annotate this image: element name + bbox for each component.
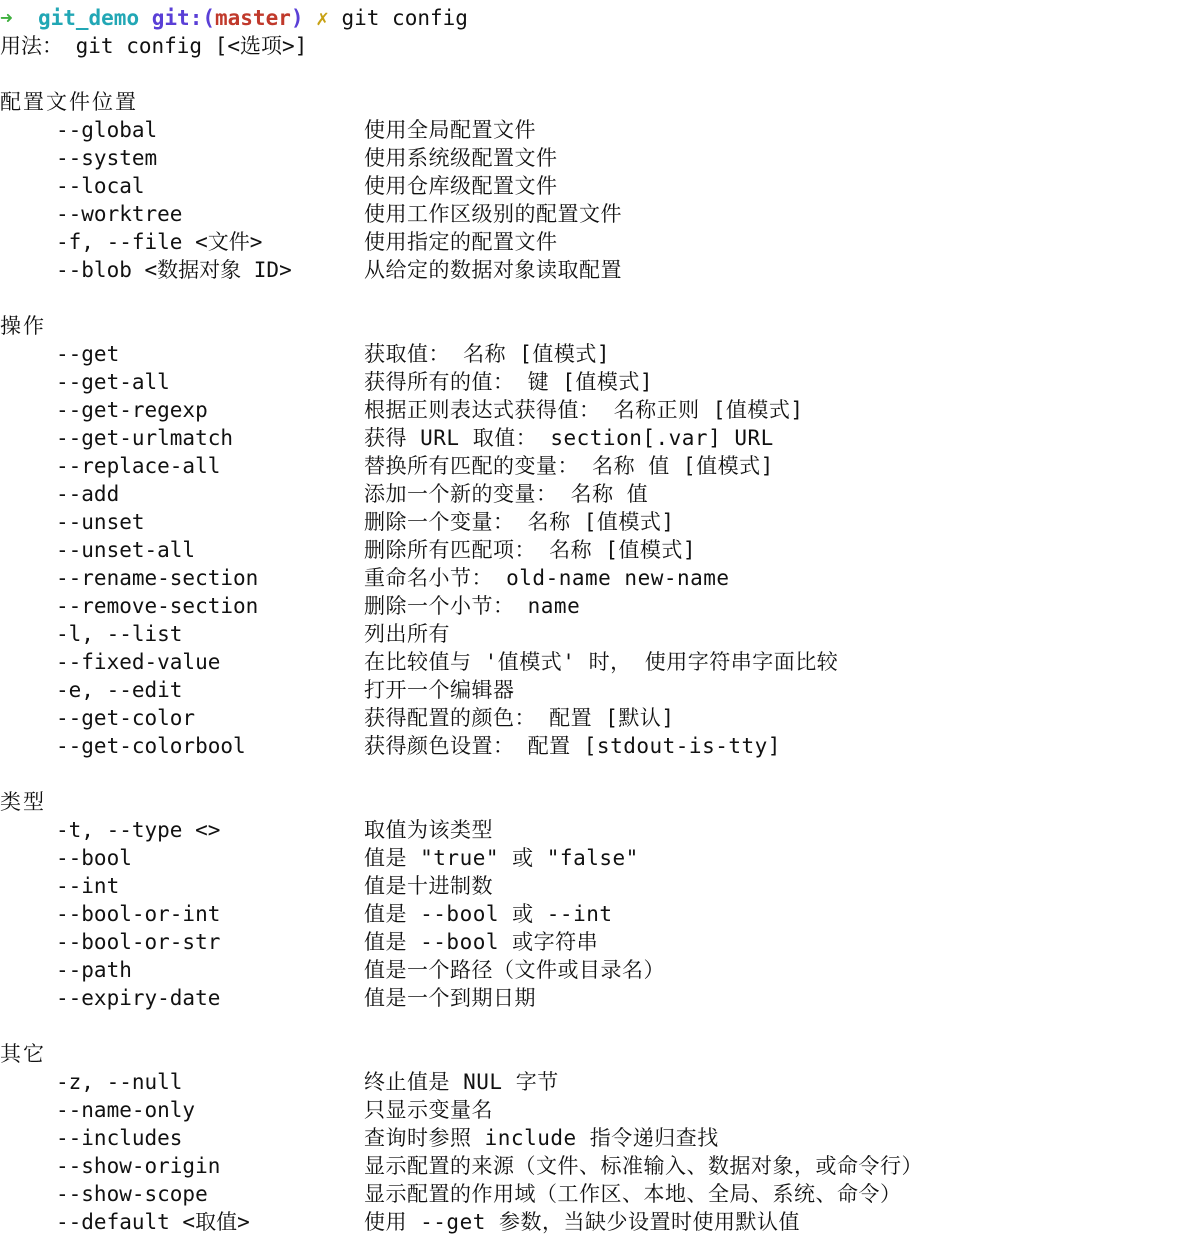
option-description: 在比较值与 '值模式' 时， 使用字符串字面比较 bbox=[364, 650, 839, 674]
blank-line bbox=[0, 760, 1198, 788]
option-description: 重命名小节： old-name new-name bbox=[364, 566, 730, 590]
blank-line bbox=[0, 1012, 1198, 1040]
option-row bbox=[0, 480, 1198, 508]
section-heading: 类型 bbox=[0, 790, 46, 814]
option-flag: --unset bbox=[56, 510, 145, 534]
blank-line bbox=[0, 284, 1198, 312]
option-flag: --get-regexp bbox=[56, 398, 208, 422]
prompt-git-label: git: bbox=[151, 6, 203, 30]
option-row bbox=[0, 424, 1198, 452]
option-flag: --add bbox=[56, 482, 120, 506]
option-row bbox=[0, 368, 1198, 396]
option-row bbox=[0, 1124, 1198, 1152]
prompt-branch-close: ) bbox=[290, 6, 304, 30]
option-row bbox=[0, 340, 1198, 368]
option-description: 值是 "true" 或 "false" bbox=[364, 846, 639, 870]
option-flag: --replace-all bbox=[56, 454, 221, 478]
option-description: 添加一个新的变量： 名称 值 bbox=[364, 482, 649, 506]
prompt-line bbox=[0, 4, 1198, 32]
prompt-command: git config bbox=[341, 6, 468, 30]
option-description: 从给定的数据对象读取配置 bbox=[364, 258, 622, 282]
option-row bbox=[0, 1068, 1198, 1096]
option-description: 终止值是 NUL 字节 bbox=[364, 1070, 559, 1094]
option-flag: --rename-section bbox=[56, 566, 259, 590]
option-description: 使用指定的配置文件 bbox=[364, 230, 558, 254]
prompt-branch: master bbox=[215, 6, 291, 30]
option-description: 查询时参照 include 指令递归查找 bbox=[364, 1126, 719, 1150]
option-row bbox=[0, 984, 1198, 1012]
option-flag: --get-all bbox=[56, 370, 170, 394]
option-row bbox=[0, 900, 1198, 928]
option-row bbox=[0, 648, 1198, 676]
prompt-directory: git_demo bbox=[37, 6, 140, 30]
section-heading: 配置文件位置 bbox=[0, 90, 138, 114]
help-sections bbox=[0, 88, 1198, 1236]
option-description: 删除所有匹配项： 名称 [值模式] bbox=[364, 538, 697, 562]
option-row bbox=[0, 116, 1198, 144]
option-row bbox=[0, 536, 1198, 564]
option-description: 只显示变量名 bbox=[364, 1098, 493, 1122]
option-description: 值是 --bool 或 --int bbox=[364, 902, 613, 926]
option-flag: --blob <数据对象 ID> bbox=[56, 258, 292, 282]
option-row bbox=[0, 396, 1198, 424]
option-flag: --show-origin bbox=[56, 1154, 221, 1178]
option-flag: -l, --list bbox=[56, 622, 183, 646]
option-description: 使用全局配置文件 bbox=[364, 118, 536, 142]
option-description: 列出所有 bbox=[364, 622, 450, 646]
option-flag: --bool bbox=[56, 846, 132, 870]
option-flag: --global bbox=[56, 118, 158, 142]
option-flag: --local bbox=[56, 174, 145, 198]
option-flag: --fixed-value bbox=[56, 650, 221, 674]
option-row bbox=[0, 564, 1198, 592]
option-flag: --bool-or-str bbox=[56, 930, 221, 954]
option-description: 使用 --get 参数，当缺少设置时使用默认值 bbox=[364, 1210, 800, 1234]
usage-line: 用法： git config [<选项>] bbox=[0, 34, 308, 58]
prompt-arrow-icon: ➜ bbox=[0, 6, 13, 30]
option-description: 使用仓库级配置文件 bbox=[364, 174, 558, 198]
option-row bbox=[0, 592, 1198, 620]
option-flag: --int bbox=[56, 874, 120, 898]
option-row bbox=[0, 676, 1198, 704]
option-flag: --get-color bbox=[56, 706, 196, 730]
option-description: 获取值： 名称 [值模式] bbox=[364, 342, 611, 366]
option-flag: --get bbox=[56, 342, 120, 366]
option-row bbox=[0, 228, 1198, 256]
option-flag: -f, --file <文件> bbox=[56, 230, 263, 254]
option-description: 删除一个变量： 名称 [值模式] bbox=[364, 510, 675, 534]
option-flag: --get-urlmatch bbox=[56, 426, 234, 450]
option-flag: --remove-section bbox=[56, 594, 259, 618]
option-row bbox=[0, 452, 1198, 480]
prompt-branch-open: ( bbox=[202, 6, 215, 30]
option-row bbox=[0, 844, 1198, 872]
option-description: 删除一个小节： name bbox=[364, 594, 581, 618]
option-row bbox=[0, 1180, 1198, 1208]
option-description: 显示配置的作用域（工作区、本地、全局、系统、命令） bbox=[364, 1182, 902, 1206]
option-row bbox=[0, 1208, 1198, 1236]
option-description: 使用系统级配置文件 bbox=[364, 146, 558, 170]
option-description: 显示配置的来源（文件、标准输入、数据对象，或命令行） bbox=[364, 1154, 923, 1178]
option-flag: -z, --null bbox=[56, 1070, 183, 1094]
option-description: 获得所有的值： 键 [值模式] bbox=[364, 370, 654, 394]
option-flag: -t, --type <> bbox=[56, 818, 221, 842]
blank-line bbox=[0, 60, 1198, 88]
option-flag: -e, --edit bbox=[56, 678, 183, 702]
option-flag: --default <取值> bbox=[56, 1210, 250, 1234]
section-heading: 其它 bbox=[0, 1042, 46, 1066]
option-description: 取值为该类型 bbox=[364, 818, 493, 842]
option-flag: --system bbox=[56, 146, 158, 170]
option-description: 值是一个路径（文件或目录名） bbox=[364, 958, 665, 982]
option-row bbox=[0, 144, 1198, 172]
option-flag: --name-only bbox=[56, 1098, 196, 1122]
option-row bbox=[0, 1096, 1198, 1124]
option-flag: --worktree bbox=[56, 202, 183, 226]
option-description: 使用工作区级别的配置文件 bbox=[364, 202, 622, 226]
option-row bbox=[0, 256, 1198, 284]
option-row bbox=[0, 704, 1198, 732]
option-flag: --get-colorbool bbox=[56, 734, 246, 758]
option-row bbox=[0, 732, 1198, 760]
option-row bbox=[0, 872, 1198, 900]
option-flag: --includes bbox=[56, 1126, 183, 1150]
option-description: 值是 --bool 或字符串 bbox=[364, 930, 599, 954]
option-description: 替换所有匹配的变量： 名称 值 [值模式] bbox=[364, 454, 774, 478]
option-flag: --expiry-date bbox=[56, 986, 221, 1010]
dirty-mark-icon: ✗ bbox=[316, 6, 329, 30]
option-description: 根据正则表达式获得值： 名称正则 [值模式] bbox=[364, 398, 804, 422]
option-description: 获得 URL 取值： section[.var] URL bbox=[364, 426, 774, 450]
option-description: 打开一个编辑器 bbox=[364, 678, 515, 702]
option-description: 值是十进制数 bbox=[364, 874, 493, 898]
option-row bbox=[0, 956, 1198, 984]
section-heading: 操作 bbox=[0, 314, 46, 338]
option-row bbox=[0, 1152, 1198, 1180]
option-flag: --path bbox=[56, 958, 132, 982]
option-row bbox=[0, 816, 1198, 844]
option-row bbox=[0, 508, 1198, 536]
option-description: 获得颜色设置： 配置 [stdout-is-tty] bbox=[364, 734, 781, 758]
option-flag: --show-scope bbox=[56, 1182, 208, 1206]
option-description: 值是一个到期日期 bbox=[364, 986, 536, 1010]
option-row bbox=[0, 200, 1198, 228]
option-flag: --bool-or-int bbox=[56, 902, 221, 926]
option-flag: --unset-all bbox=[56, 538, 196, 562]
option-description: 获得配置的颜色： 配置 [默认] bbox=[364, 706, 675, 730]
option-row bbox=[0, 172, 1198, 200]
option-row bbox=[0, 928, 1198, 956]
option-row bbox=[0, 620, 1198, 648]
